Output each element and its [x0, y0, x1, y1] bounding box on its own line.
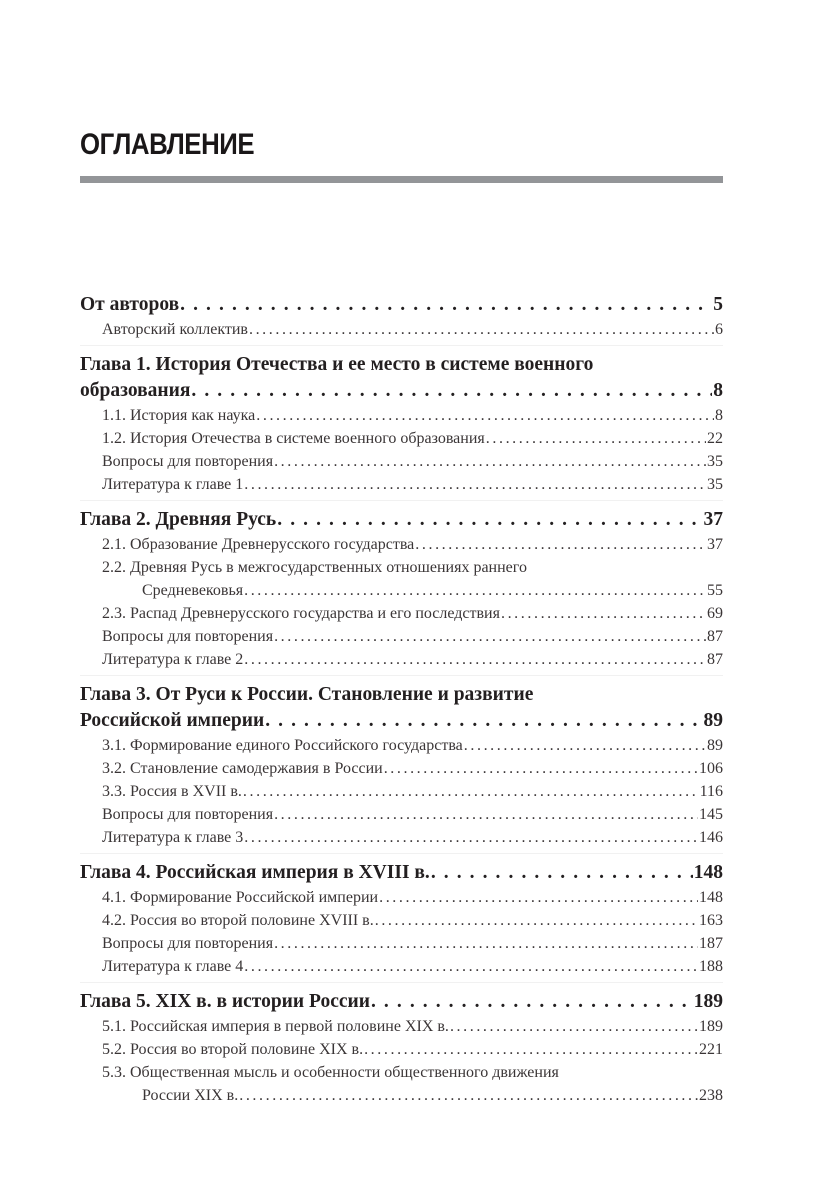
- toc-entry-page: 116: [699, 783, 723, 800]
- toc-entry-title: 5.2. Россия во второй половине XIX в.: [102, 1041, 364, 1058]
- toc-entry-title: От авторов: [80, 294, 180, 315]
- toc-entry-title: 1.2. История Отечества в системе военного образования: [102, 430, 485, 447]
- toc-entry-page: 37: [707, 536, 723, 553]
- toc-entry-page: 145: [699, 806, 723, 823]
- toc-entry-title: 3.3. Россия в XVII в.: [102, 783, 242, 800]
- leader-dots: [501, 602, 706, 625]
- leader-dots: [415, 533, 706, 556]
- toc-entry-title-line1: Глава 3. От Руси к России. Становление и развитие: [80, 684, 534, 705]
- toc-entry[interactable]: [80, 682, 723, 734]
- toc-entry[interactable]: [80, 427, 723, 450]
- toc-entry[interactable]: [80, 318, 723, 341]
- toc-entry[interactable]: [80, 909, 723, 932]
- toc-chapter-foreword: [80, 292, 723, 346]
- toc-entry-page: 187: [699, 935, 723, 952]
- leader-dots: [274, 803, 698, 826]
- toc-entry-title: Глава 2. Древняя Русь: [80, 509, 277, 530]
- leader-dots: [191, 378, 712, 404]
- toc-entry-page: 8: [713, 380, 723, 401]
- leader-dots: [244, 579, 706, 602]
- title-divider: [80, 176, 723, 183]
- toc-entry[interactable]: [80, 1061, 723, 1107]
- toc-entry-title-line2: Средневековья: [142, 582, 244, 599]
- toc-entry-page: 221: [699, 1041, 723, 1058]
- toc-entry[interactable]: [80, 648, 723, 671]
- toc-entry-title: 4.2. Россия во второй половине XVIII в.: [102, 912, 374, 929]
- toc-entry-page: 163: [699, 912, 723, 929]
- toc-entry-page: 8: [715, 407, 723, 424]
- toc-entry[interactable]: [80, 352, 723, 404]
- toc-entry-title: Вопросы для повторения: [102, 628, 274, 645]
- leader-dots: [243, 780, 699, 803]
- toc-entry-title: Вопросы для повторения: [102, 935, 274, 952]
- toc-entry-title: Глава 4. Российская империя в XVIII в.: [80, 862, 430, 883]
- toc-entry-page: 189: [693, 991, 723, 1012]
- toc-entry-page: 55: [707, 582, 723, 599]
- toc-entry-title: 2.1. Образование Древнерусского государства: [102, 536, 415, 553]
- toc-entry-page: 87: [707, 651, 723, 668]
- toc-entry-title-line1: 5.3. Общественная мысль и особенности общественного движения: [102, 1064, 559, 1081]
- leader-dots: [450, 1015, 698, 1038]
- toc-entry-page: 69: [707, 605, 723, 622]
- leader-dots: [277, 507, 702, 533]
- toc-entry-title: Литература к главе 2: [102, 651, 244, 668]
- toc-entry[interactable]: [80, 292, 723, 318]
- toc-entry[interactable]: [80, 803, 723, 826]
- toc-entry-page: 35: [707, 476, 723, 493]
- toc-entry-page: 238: [699, 1087, 723, 1104]
- toc-entry[interactable]: [80, 826, 723, 849]
- toc-entry-title: Вопросы для повторения: [102, 453, 274, 470]
- toc-entry-title: Литература к главе 4: [102, 958, 244, 975]
- toc-entry-page: 5: [713, 294, 723, 315]
- toc-chapter-3: [80, 682, 723, 854]
- leader-dots: [265, 708, 702, 734]
- leader-dots: [249, 318, 714, 341]
- toc-entry-title-line1: 2.2. Древняя Русь в межгосударственных отношениях раннего: [102, 559, 527, 576]
- toc-entry[interactable]: [80, 955, 723, 978]
- leader-dots: [180, 292, 712, 318]
- toc-entry-page: 189: [699, 1018, 723, 1035]
- toc-entry[interactable]: [80, 1015, 723, 1038]
- toc-entry-page: 35: [707, 453, 723, 470]
- toc-chapter-5: [80, 989, 723, 1111]
- leader-dots: [375, 909, 698, 932]
- leader-dots: [244, 955, 698, 978]
- toc-entry[interactable]: [80, 757, 723, 780]
- toc-entry-title: Вопросы для повторения: [102, 806, 274, 823]
- toc-entry-page: 22: [707, 430, 723, 447]
- toc-entry-title-line2: образования: [80, 380, 191, 401]
- leader-dots: [274, 932, 698, 955]
- leader-dots: [274, 450, 706, 473]
- table-of-contents: [80, 292, 723, 1117]
- toc-entry-page: 188: [699, 958, 723, 975]
- toc-chapter-1: [80, 352, 723, 501]
- toc-entry-title: 3.2. Становление самодержавия в России: [102, 760, 383, 777]
- leader-dots: [379, 886, 698, 909]
- toc-entry[interactable]: [80, 533, 723, 556]
- toc-entry[interactable]: [80, 404, 723, 427]
- toc-entry-page: 146: [699, 829, 723, 846]
- toc-entry[interactable]: [80, 989, 723, 1015]
- toc-entry-title-line1: Глава 1. История Отечества и ее место в системе военного: [80, 354, 594, 375]
- toc-entry[interactable]: [80, 450, 723, 473]
- leader-dots: [244, 473, 706, 496]
- toc-entry-title-line2: Российской империи: [80, 710, 265, 731]
- toc-entry-page: 106: [699, 760, 723, 777]
- toc-entry-title: 2.3. Распад Древнерусского государства и его последствия: [102, 605, 500, 622]
- leader-dots: [371, 989, 693, 1015]
- leader-dots: [431, 860, 693, 886]
- toc-entry[interactable]: [80, 932, 723, 955]
- toc-entry-title: 4.1. Формирование Российской империи: [102, 889, 379, 906]
- toc-entry-title: 3.1. Формирование единого Российского государства: [102, 737, 463, 754]
- leader-dots: [364, 1038, 698, 1061]
- toc-chapter-2: [80, 507, 723, 676]
- leader-dots: [244, 648, 706, 671]
- toc-entry[interactable]: [80, 625, 723, 648]
- toc-entry-title: Авторский коллектив: [102, 321, 248, 338]
- toc-entry-title: 1.1. История как наука: [102, 407, 256, 424]
- toc-entry-title: Глава 5. XIX в. в истории России: [80, 991, 370, 1012]
- toc-entry[interactable]: [80, 507, 723, 533]
- toc-entry-title: Литература к главе 3: [102, 829, 244, 846]
- toc-entry[interactable]: [80, 473, 723, 496]
- toc-entry[interactable]: [80, 780, 723, 803]
- toc-entry-page: 89: [703, 710, 723, 731]
- leader-dots: [384, 757, 698, 780]
- toc-entry-page: 37: [703, 509, 723, 530]
- toc-entry[interactable]: [80, 556, 723, 602]
- toc-entry-title-line2: России XIX в.: [142, 1087, 239, 1104]
- toc-entry[interactable]: [80, 734, 723, 757]
- toc-entry-page: 6: [715, 321, 723, 338]
- toc-entry-title: 5.1. Российская империя в первой половине XIX в.: [102, 1018, 449, 1035]
- toc-entry-page: 89: [707, 737, 723, 754]
- leader-dots: [239, 1084, 698, 1107]
- toc-entry[interactable]: [80, 860, 723, 886]
- page-title: ОГЛАВЛЕНИЕ: [80, 128, 255, 161]
- toc-entry-page: 148: [693, 862, 723, 883]
- toc-entry[interactable]: [80, 886, 723, 909]
- toc-entry[interactable]: [80, 1038, 723, 1061]
- toc-entry-page: 148: [699, 889, 723, 906]
- toc-entry[interactable]: [80, 602, 723, 625]
- toc-chapter-4: [80, 860, 723, 983]
- leader-dots: [256, 404, 714, 427]
- toc-entry-title: Литература к главе 1: [102, 476, 244, 493]
- leader-dots: [244, 826, 698, 849]
- leader-dots: [464, 734, 706, 757]
- leader-dots: [486, 427, 706, 450]
- leader-dots: [274, 625, 706, 648]
- toc-entry-page: 87: [707, 628, 723, 645]
